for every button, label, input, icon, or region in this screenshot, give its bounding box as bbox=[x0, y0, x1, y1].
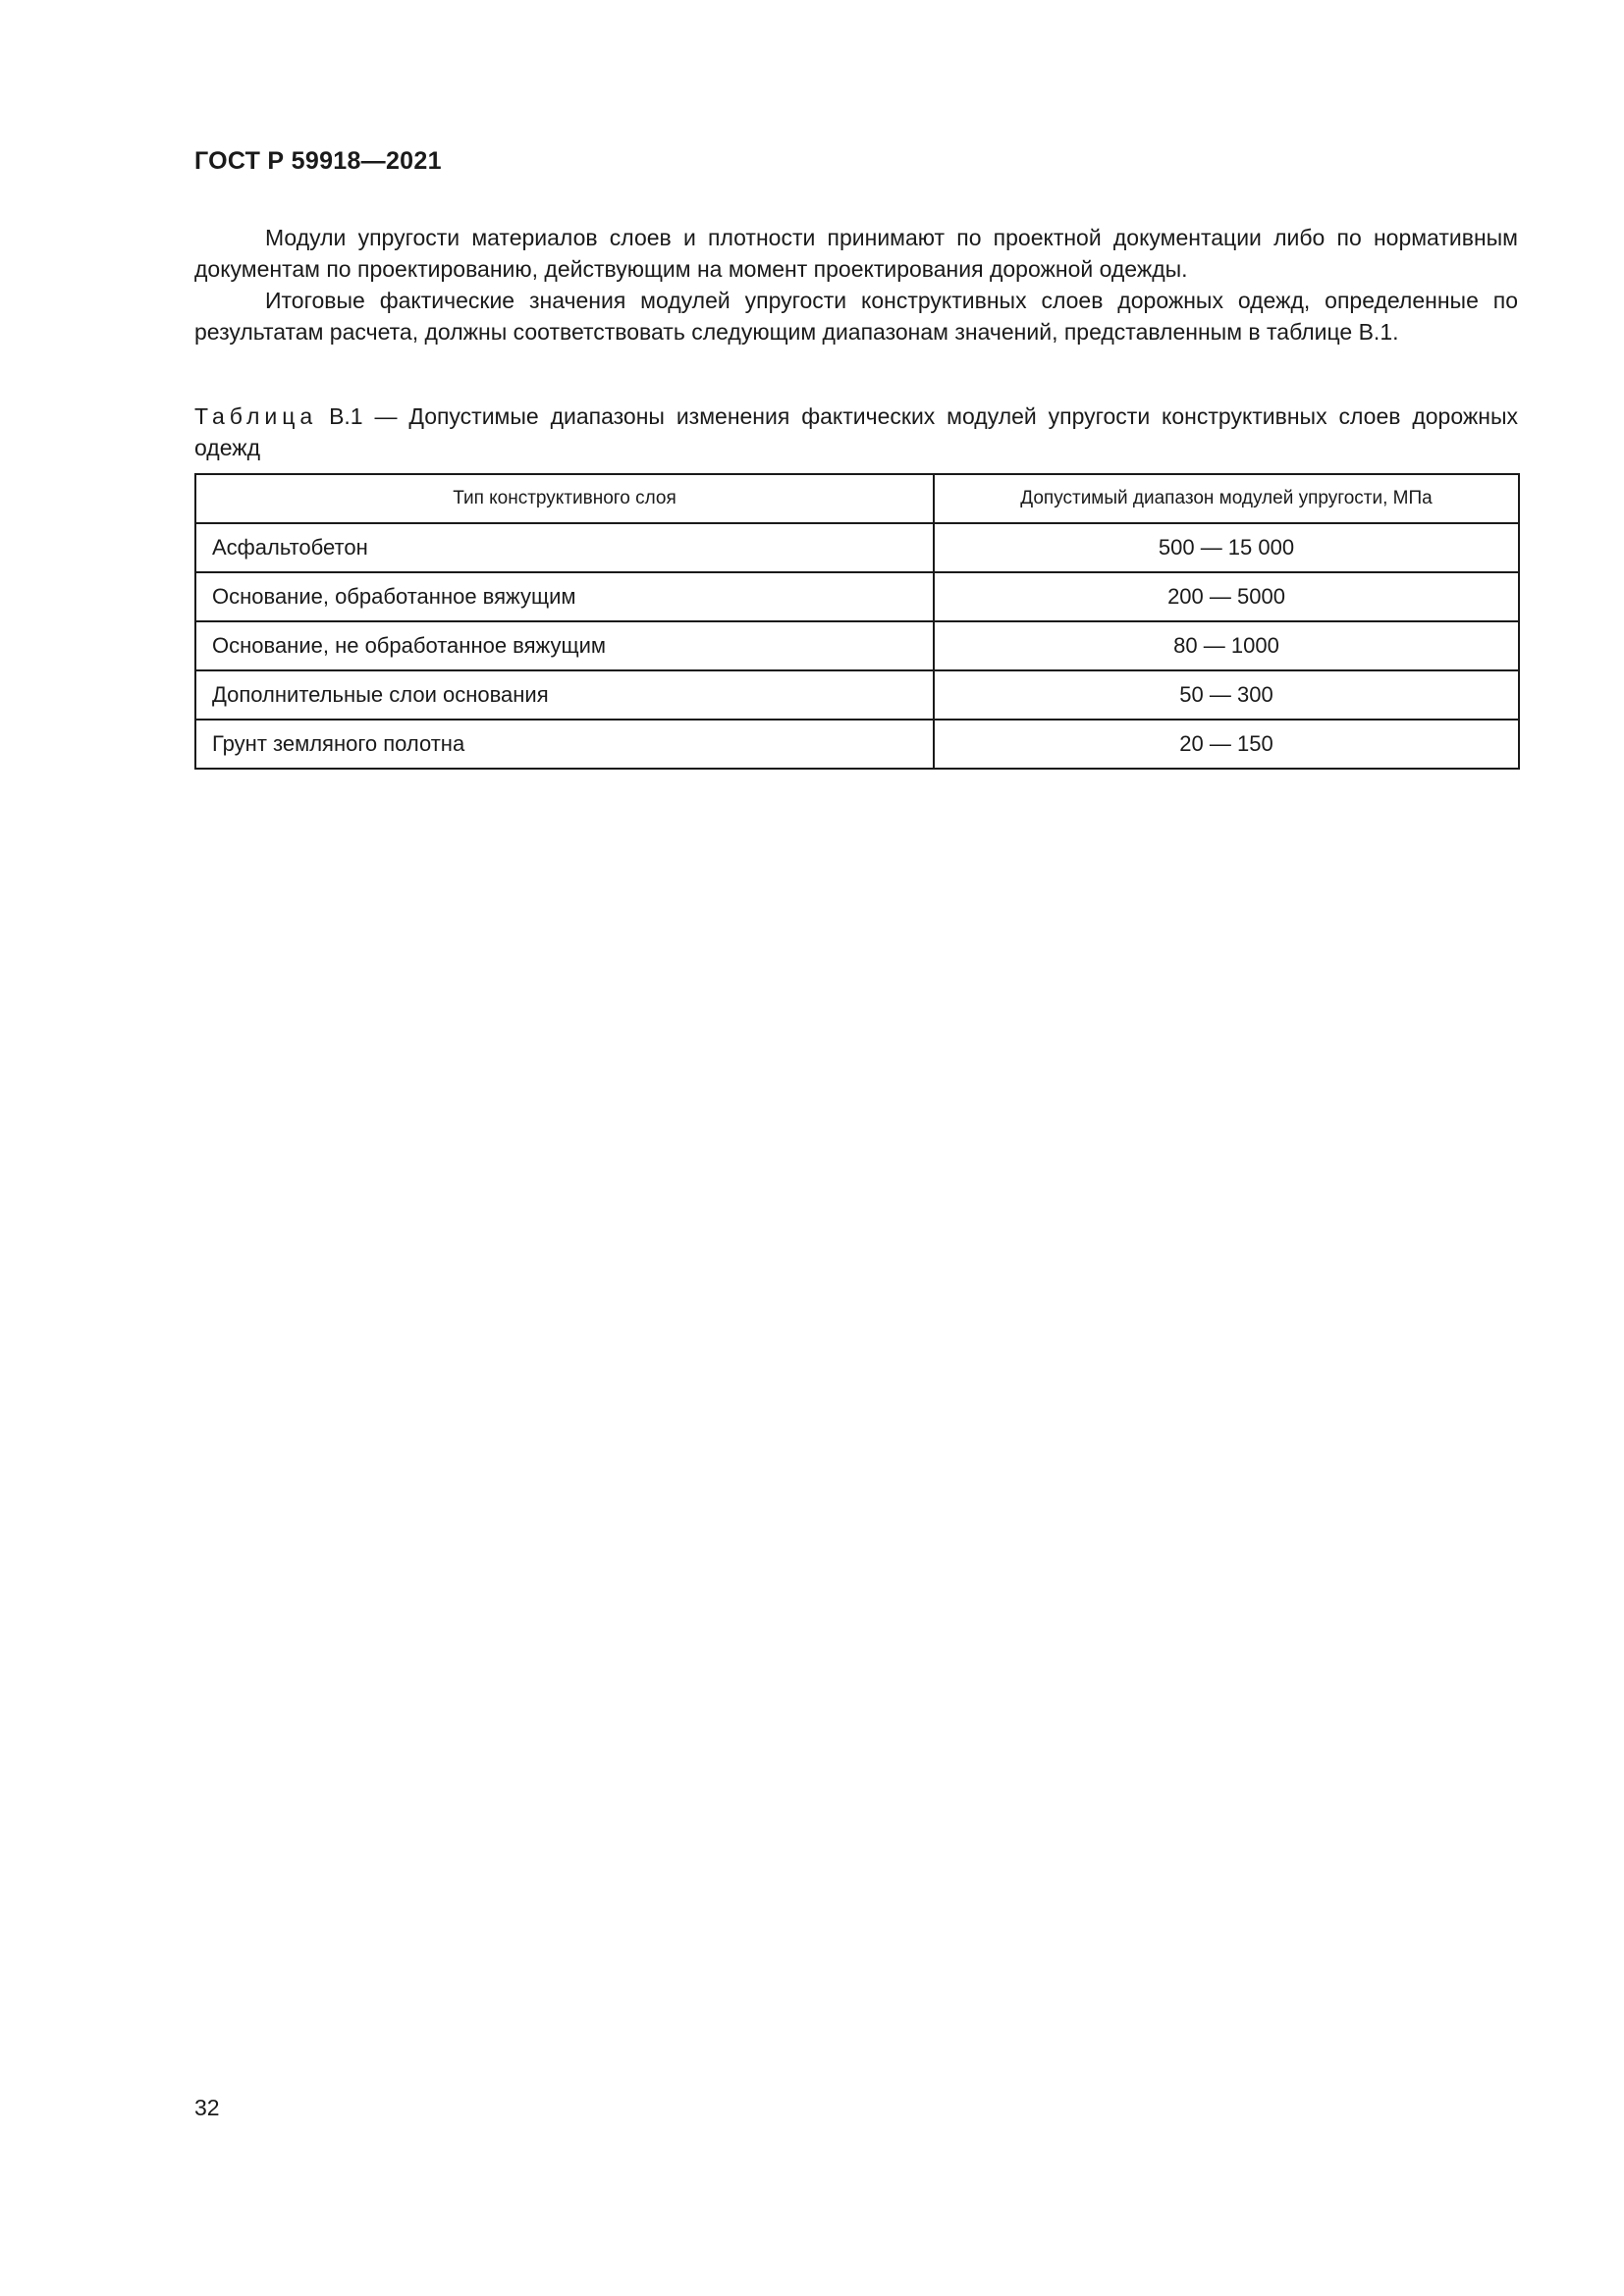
elastic-modulus-table bbox=[194, 473, 1520, 770]
table-row bbox=[195, 670, 1519, 720]
page-number: 32 bbox=[194, 2095, 220, 2120]
layer-type-cell: Основание, обработанное вяжущим bbox=[195, 572, 934, 621]
table-header-row bbox=[195, 474, 1519, 523]
table-caption bbox=[194, 400, 1518, 463]
layer-type-cell: Дополнительные слои основания bbox=[195, 670, 934, 720]
layer-type-cell: Асфальтобетон bbox=[195, 523, 934, 572]
modulus-range-cell: 500 — 15 000 bbox=[934, 523, 1519, 572]
document-header: ГОСТ Р 59918—2021 bbox=[194, 147, 442, 175]
paragraph: Модули упругости материалов слоев и плотности принимают по проектной документации либо по нормативным документам по проектированию, действующим на момент проектирования дорожной одежды. bbox=[194, 225, 1518, 282]
layer-type-cell: Основание, не обработанное вяжущим bbox=[195, 621, 934, 670]
table-row bbox=[195, 572, 1519, 621]
column-header-layer-type: Тип конструктивного слоя bbox=[195, 474, 934, 523]
modulus-range-cell: 200 — 5000 bbox=[934, 572, 1519, 621]
table-caption-prefix: Таблица bbox=[194, 403, 318, 429]
paragraph: Итоговые фактические значения модулей упругости конструктивных слоев дорожных одежд, определенные по результатам расчета, должны соответствовать следующим диапазонам значений, представленным в таблице В.1. bbox=[194, 288, 1518, 345]
table-row bbox=[195, 720, 1519, 769]
column-header-modulus-range: Допустимый диапазон модулей упругости, МПа bbox=[934, 474, 1519, 523]
table-row bbox=[195, 621, 1519, 670]
body-text bbox=[194, 222, 1518, 347]
table-row bbox=[195, 523, 1519, 572]
modulus-range-cell: 80 — 1000 bbox=[934, 621, 1519, 670]
layer-type-cell: Грунт земляного полотна bbox=[195, 720, 934, 769]
table-caption-text: В.1 — Допустимые диапазоны изменения фактических модулей упругости конструктивных слоев дорожных одежд bbox=[194, 403, 1518, 460]
modulus-range-cell: 50 — 300 bbox=[934, 670, 1519, 720]
modulus-range-cell: 20 — 150 bbox=[934, 720, 1519, 769]
